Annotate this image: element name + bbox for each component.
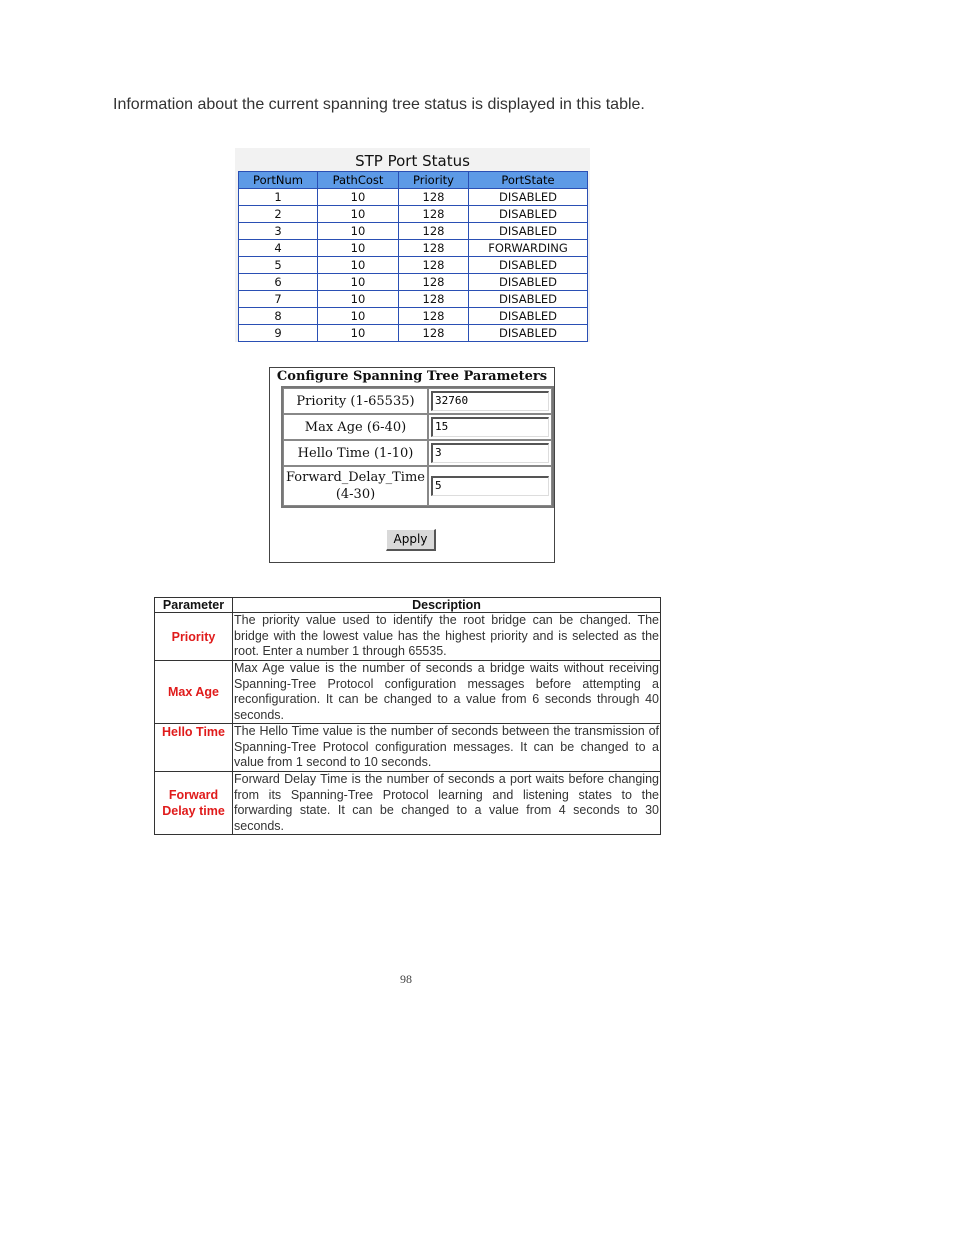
port-priority: 128 bbox=[399, 240, 469, 257]
intro-text: Information about the current spanning tree status is displayed in this table. bbox=[113, 96, 645, 113]
hello-time-label: Hello Time (1-10) bbox=[283, 440, 428, 466]
path-cost: 10 bbox=[318, 240, 399, 257]
param-description: The Hello Time value is the number of seconds between the transmission of Spanning-Tree Protocol configuration messages. It can be changed to a value from 1 second to 10 seconds. bbox=[233, 724, 661, 772]
path-cost: 10 bbox=[318, 223, 399, 240]
port-priority: 128 bbox=[399, 274, 469, 291]
port-num: 4 bbox=[239, 240, 318, 257]
path-cost: 10 bbox=[318, 274, 399, 291]
apply-button[interactable]: Apply bbox=[386, 529, 436, 551]
page-number: 98 bbox=[400, 972, 412, 986]
configure-fields-table bbox=[281, 386, 554, 508]
port-state: DISABLED bbox=[469, 291, 588, 308]
port-priority: 128 bbox=[399, 223, 469, 240]
forward-delay-label bbox=[283, 466, 428, 506]
port-priority: 128 bbox=[399, 325, 469, 342]
port-state: DISABLED bbox=[469, 274, 588, 291]
path-cost: 10 bbox=[318, 189, 399, 206]
port-state: FORWARDING bbox=[469, 240, 588, 257]
stp-header-pathcost: PathCost bbox=[318, 172, 399, 189]
port-priority: 128 bbox=[399, 291, 469, 308]
priority-input[interactable]: 32760 bbox=[431, 391, 549, 411]
parameter-description-table bbox=[154, 597, 661, 835]
port-num: 8 bbox=[239, 308, 318, 325]
stp-port-status-table bbox=[238, 171, 588, 342]
port-state: DISABLED bbox=[469, 206, 588, 223]
table-row bbox=[239, 325, 588, 342]
param-header-parameter: Parameter bbox=[155, 598, 233, 613]
port-num: 2 bbox=[239, 206, 318, 223]
path-cost: 10 bbox=[318, 325, 399, 342]
path-cost: 10 bbox=[318, 257, 399, 274]
table-row bbox=[239, 223, 588, 240]
port-num: 3 bbox=[239, 223, 318, 240]
table-row bbox=[155, 661, 661, 724]
stp-header-priority: Priority bbox=[399, 172, 469, 189]
port-state: DISABLED bbox=[469, 257, 588, 274]
forward-delay-label-line1: Forward_Delay_Time bbox=[286, 470, 425, 485]
configure-title: Configure Spanning Tree Parameters bbox=[276, 369, 548, 384]
hello-time-input[interactable]: 3 bbox=[431, 443, 549, 463]
configure-stp-form bbox=[269, 367, 555, 563]
max-age-row bbox=[283, 414, 552, 440]
stp-header-portnum: PortNum bbox=[239, 172, 318, 189]
table-row bbox=[239, 240, 588, 257]
port-num: 1 bbox=[239, 189, 318, 206]
param-name: Hello Time bbox=[155, 724, 233, 772]
table-row bbox=[239, 291, 588, 308]
path-cost: 10 bbox=[318, 206, 399, 223]
table-row bbox=[239, 206, 588, 223]
stp-header-row bbox=[239, 172, 588, 189]
param-header-description: Description bbox=[233, 598, 661, 613]
port-state: DISABLED bbox=[469, 223, 588, 240]
param-description: The priority value used to identify the root bridge can be changed. The bridge with the lowest value has the highest priority and is selected as the root. Enter a number 1 through 65535. bbox=[233, 613, 661, 661]
hello-time-row bbox=[283, 440, 552, 466]
port-state: DISABLED bbox=[469, 308, 588, 325]
port-priority: 128 bbox=[399, 189, 469, 206]
table-row bbox=[155, 772, 661, 835]
param-name: Forward Delay time bbox=[155, 772, 233, 835]
table-row bbox=[239, 308, 588, 325]
max-age-label: Max Age (6-40) bbox=[283, 414, 428, 440]
table-row bbox=[155, 724, 661, 772]
table-row bbox=[239, 274, 588, 291]
forward-delay-input[interactable]: 5 bbox=[431, 476, 549, 496]
param-name: Max Age bbox=[155, 661, 233, 724]
path-cost: 10 bbox=[318, 308, 399, 325]
port-num: 9 bbox=[239, 325, 318, 342]
table-row bbox=[155, 613, 661, 661]
port-state: DISABLED bbox=[469, 189, 588, 206]
stp-title: STP Port Status bbox=[355, 152, 470, 170]
port-priority: 128 bbox=[399, 308, 469, 325]
path-cost: 10 bbox=[318, 291, 399, 308]
forward-delay-label-line2: (4-30) bbox=[335, 487, 376, 502]
param-name: Priority bbox=[155, 613, 233, 661]
port-num: 7 bbox=[239, 291, 318, 308]
param-description: Forward Delay Time is the number of seconds a port waits before changing from its Spanning-Tree Protocol learning and listening states to the forwarding state. It can be changed to a value from 4 seconds to 30 seconds. bbox=[234, 772, 659, 833]
priority-row bbox=[283, 388, 552, 414]
stp-port-status-panel bbox=[235, 148, 590, 342]
port-priority: 128 bbox=[399, 257, 469, 274]
max-age-input[interactable]: 15 bbox=[431, 417, 549, 437]
table-row bbox=[239, 257, 588, 274]
param-header-row bbox=[155, 598, 661, 613]
port-num: 5 bbox=[239, 257, 318, 274]
priority-label: Priority (1-65535) bbox=[283, 388, 428, 414]
param-description: Max Age value is the number of seconds a bridge waits without receiving Spanning-Tree Protocol configuration messages before attempting a reconfiguration. It can be changed to a value from 6 seconds through 40 seconds. bbox=[234, 661, 659, 722]
stp-header-portstate: PortState bbox=[469, 172, 588, 189]
port-num: 6 bbox=[239, 274, 318, 291]
table-row bbox=[239, 189, 588, 206]
port-state: DISABLED bbox=[469, 325, 588, 342]
port-priority: 128 bbox=[399, 206, 469, 223]
forward-delay-row bbox=[283, 466, 552, 506]
